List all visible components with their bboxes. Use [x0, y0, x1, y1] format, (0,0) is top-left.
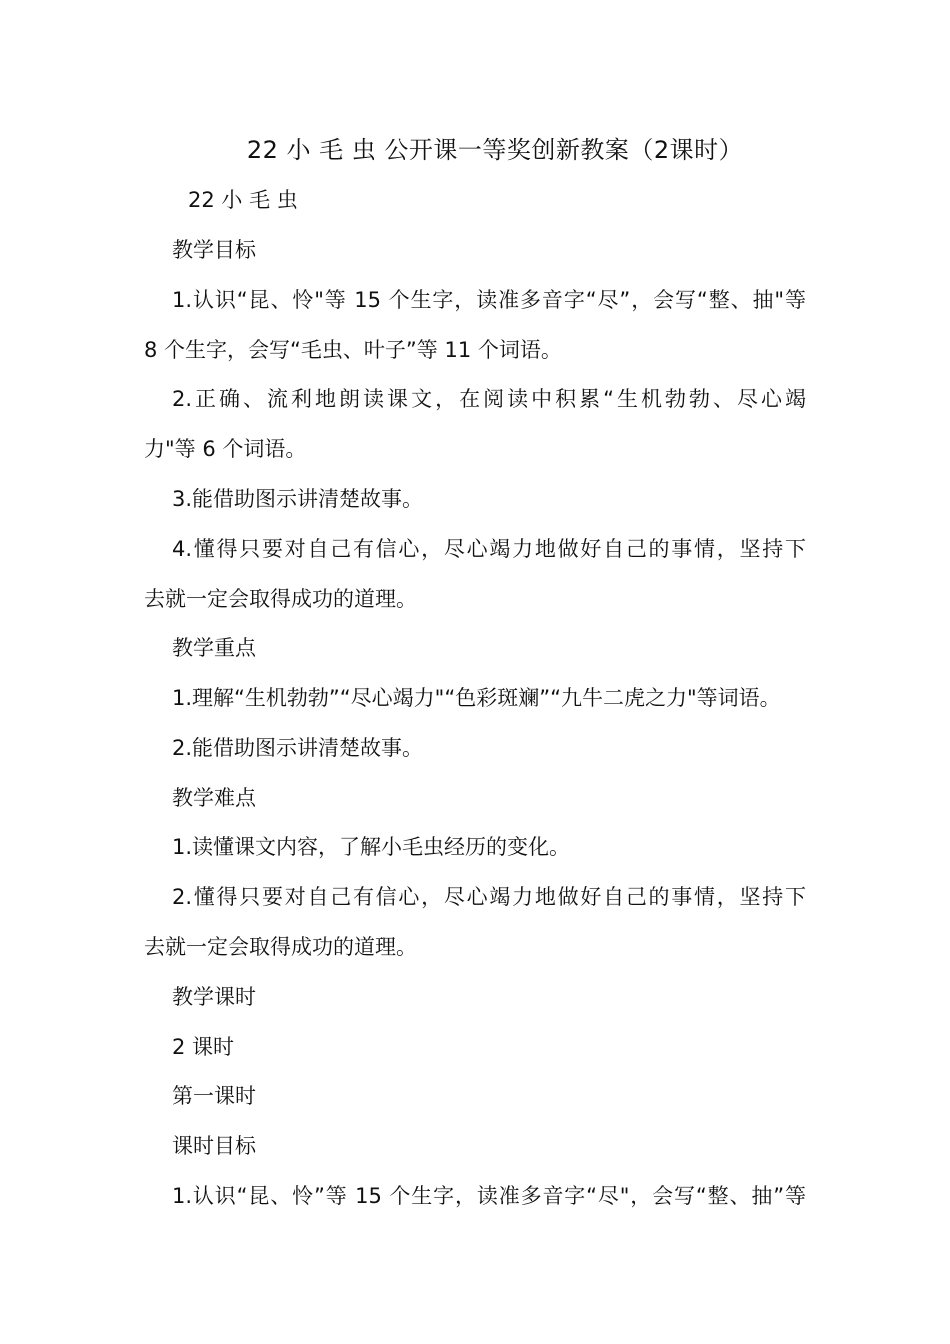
section-heading-period-objectives: 课时目标: [172, 1134, 256, 1158]
section-heading-key-points: 教学重点: [172, 636, 256, 660]
paragraph-line: 去就一定会取得成功的道理。: [144, 587, 417, 611]
paragraph-line: 1.认识“昆、怜"等 15 个生字，读准多音字“尽”，会写“整、抽"等: [172, 288, 806, 312]
paragraph-line: 8 个生字，会写“毛虫、叶子”等 11 个词语。: [144, 338, 562, 362]
paragraph-line: 力"等 6 个词语。: [144, 437, 307, 461]
paragraph-line: 1.认识“昆、怜”等 15 个生字，读准多音字“尽"，会写“整、抽”等: [172, 1184, 806, 1208]
document-title: 22 小 毛 虫 公开课一等奖创新教案（2课时）: [246, 136, 744, 164]
section-heading-objectives: 教学目标: [172, 238, 256, 262]
section-heading-first-period: 第一课时: [172, 1084, 256, 1108]
paragraph-line: 3.能借助图示讲清楚故事。: [172, 487, 424, 511]
paragraph-line: 2 课时: [172, 1035, 235, 1059]
paragraph-line: 2.懂得只要对自己有信心，尽心竭力地做好自己的事情，坚持下: [172, 885, 806, 909]
paragraph-line: 2.能借助图示讲清楚故事。: [172, 736, 424, 760]
paragraph-line: 1.理解“生机勃勃”“尽心竭力"“色彩斑斓”“九牛二虎之力"等词语。: [172, 686, 781, 710]
section-heading-difficulties: 教学难点: [172, 786, 256, 810]
paragraph-line: 1.读懂课文内容，了解小毛虫经历的变化。: [172, 835, 571, 859]
section-heading-periods: 教学课时: [172, 985, 256, 1009]
paragraph-line: 2.正确、流利地朗读课文，在阅读中积累“生机勃勃、尽心竭: [172, 387, 806, 411]
lesson-heading: 22 小 毛 虫: [188, 188, 298, 212]
paragraph-line: 去就一定会取得成功的道理。: [144, 935, 417, 959]
paragraph-line: 4.懂得只要对自己有信心，尽心竭力地做好自己的事情，坚持下: [172, 537, 806, 561]
